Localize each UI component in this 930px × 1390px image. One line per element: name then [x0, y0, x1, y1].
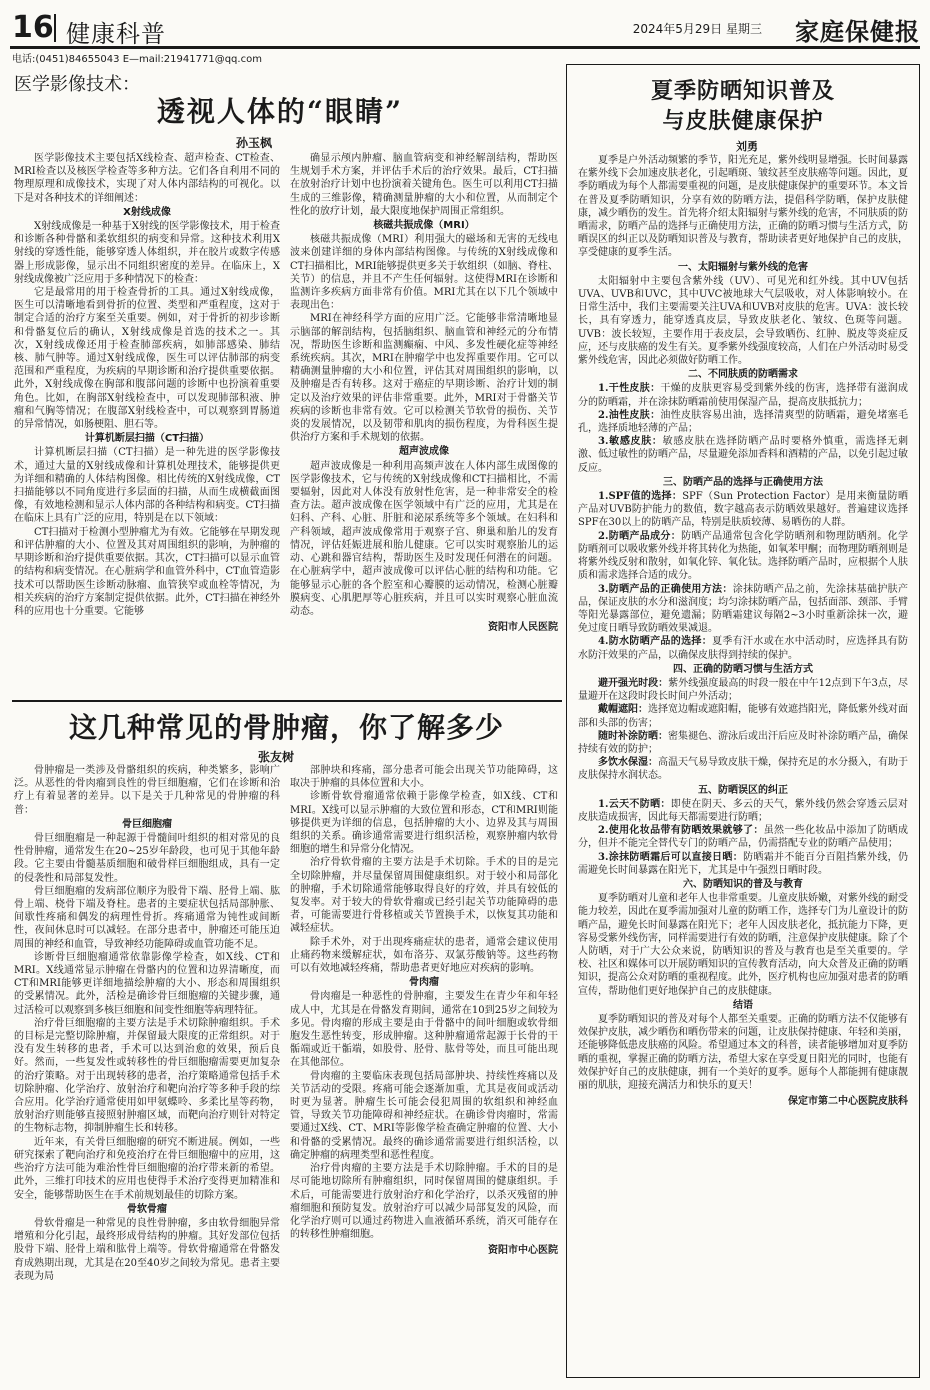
paragraph: 近年来，有关骨巨细胞瘤的研究不断进展。例如，一些研究探索了靶向治疗和免疫治疗在骨巨细胞瘤中的应用，这些治疗方法可能为难治性骨巨细胞瘤的治疗带来新的希望。此外，三维打印技术的应用也使得手术治疗变得更加精准和安全，能够帮助医生在手术前规划最佳的切除方案。	[14, 1136, 280, 1201]
paragraph: 骨肉瘤是一种恶性的骨肿瘤，主要发生在青少年和年轻成人中，尤其是在骨骼发育期间，通常在10到25岁之间较为多见。骨肉瘤的形成主要是由于骨骼中的间叶细胞或软骨细胞发生恶性转变，形成肿瘤。这种肿瘤通常起源于长骨的干骺端或近干骺端，如股骨、胫骨、肱骨等处，而且可能出现在其他部位。	[290, 991, 558, 1069]
article-separator	[12, 700, 562, 702]
paragraph-text: 虽然一些化妆品中添加了防晒成分，但并不能完全替代专门的防晒产品，仍需搭配专业的防晒产品使用；	[578, 825, 908, 850]
paragraph	[578, 677, 908, 703]
contact-line: 电话:(0451)84655043 E—mail:21941771@qq.com	[12, 54, 262, 65]
paragraph: 夏季防晒对儿童和老年人也非常重要。儿童皮肤娇嫩，对紫外线的耐受能力较差，因此在夏季需加强对儿童的防晒工作，选择专门为儿童设计的防晒产品，避免长时间暴露在阳光下；老年人因皮肤老化，抵抗能力下降，更容易受紫外线伤害，同样需要进行有效的防晒，注意保护皮肤健康。除了个人防晒，对于广大公众来说，防晒知识的普及与教育也是至关重要的。学校、社区和媒体可以开展防晒知识的宣传教育活动，向大众普及正确的防晒知识，提高公众对防晒的重视程度。此外，医疗机构也应加强对患者的防晒宣传，帮助他们更好地保护自己的皮肤健康。	[578, 893, 908, 997]
paragraph: 骨软骨瘤是一种常见的良性骨肿瘤，多由软骨细胞异常增殖和分化引起，最终形成骨结构的肿瘤。其好发部位包括股骨下端、胫骨上端和肱骨上端等。骨软骨瘤通常在骨骼发育成熟期出现，尤其是在20至40岁之间较为常见。患者主要表现为局	[14, 1217, 280, 1282]
paragraph-lead: 2.防晒产品成分：	[598, 530, 682, 542]
paragraph	[578, 583, 908, 636]
paragraph-text: SPF（Sun Protection Factor）是用来衡量防晒产品对UVB防护能力的数值，数字越高表示防晒效果越好。普遍建议选择SPF在30以上的防晒产品，特别是肤质较薄、易晒伤的人群。	[578, 491, 908, 529]
page-number: 16	[12, 10, 54, 45]
article2-column-2	[290, 764, 558, 1380]
paragraph: 骨肉瘤的主要临床表现包括局部肿块、持续性疼痛以及关节活动的受限。疼痛可能会逐渐加重，尤其是夜间或活动时更为显著。肿瘤生长可能会侵犯周围的软组织和神经血管，导致关节功能障碍和神经症状。在确诊骨肉瘤时，常需要通过X线、CT、MRI等影像学检查确定肿瘤的位置、大小和骨骼的受累情况。最终的确诊通常需要进行组织活检，以确定肿瘤的病理类型和恶性程度。	[290, 1070, 558, 1161]
paragraph-lead: 1.干性皮肤：	[598, 383, 661, 395]
paragraph	[578, 490, 908, 530]
paragraph-text: 密集褪色、游泳后或出汗后应及时补涂防晒产品，确保持续有效的防护；	[578, 730, 908, 755]
paragraph: 诊断骨巨细胞瘤通常依靠影像学检查，如X线、CT和MRI。X线通常显示肿瘤在骨骼内的位置和边界清晰度，而CT和MRI能够更详细地描绘肿瘤的大小、形态和周围组织的受累情况。此外，活检是确诊骨巨细胞瘤的关键步骤，通过活检可以观察到多核巨细胞和间变性细胞等病理特征。	[14, 951, 280, 1016]
article2-title: 这几种常见的骨肿瘤，你了解多少	[68, 711, 504, 744]
source-hospital: 保定市第二中心医院皮肤科	[788, 1096, 908, 1108]
paragraph-lead: 4.防水防晒产品的选择：	[598, 636, 713, 648]
paragraph: 超声波成像是一种利用高频声波在人体内部生成图像的医学影像技术，它与传统的X射线成像和CT扫描相比，不需要辐射，因此对人体没有放射性危害，是一种非常安全的检查方法。超声波成像在医学领域中有广泛的应用，尤其是在妇科、产科、心脏、肝脏和泌尿系统等多个领域。在妇科和产科领域，超声波成像常用于观察子宫、卵巢和胎儿的发育情况，评估妊娠进展和胎儿健康。它可以实时观察胎儿的运动、心跳和器官结构，帮助医生及时发现任何潜在的问题。在心脏病学中，超声波成像可以评估心脏的结构和功能。它能够显示心脏的各个腔室和心瓣膜的运动情况，检测心脏瓣膜病变、心肌肥厚等心脏疾病，并且可以实时观察心脏血流动态。	[290, 460, 558, 617]
article3-body	[578, 154, 908, 1372]
paragraph: 治疗骨巨细胞瘤的主要方法是手术切除肿瘤组织。手术的目标是完整切除肿瘤，并保留最大限度的正常组织。对于没有发生转移的患者，手术可以达到治愈的效果，预后良好。然而，一些复发性或转移性的骨巨细胞瘤需要更加复杂的治疗策略。对于出现转移的患者，治疗策略通常包括手术切除肿瘤、化学治疗、放射治疗和靶向治疗等多种手段的综合应用。化学治疗通常使用如甲氨蝶呤、多柔比星等药物，放射治疗则能够直接照射肿瘤区域，而靶向治疗则针对特定的生物标志物，抑制肿瘤生长和转移。	[14, 1017, 280, 1135]
paragraph-lead: 避开强光时段：	[598, 677, 669, 689]
paragraph: 诊断骨软骨瘤通常依赖于影像学检查，如X线、CT和MRI。X线可以显示肿瘤的大致位置和形态，CT和MRI则能够提供更为详细的信息，包括肿瘤的大小、边界及其与周围组织的关系。确诊通常需要进行组织活检，观察肿瘤内软骨细胞的增生和异常分化情况。	[290, 791, 558, 856]
article1-kicker: 医学影像技术：	[14, 74, 140, 95]
section-name: 健康科普	[66, 20, 166, 48]
masthead-divider	[54, 14, 56, 42]
paragraph-lead: 3.防晒产品的正确使用方法：	[598, 583, 733, 595]
subheading: 骨巨细胞瘤	[122, 818, 172, 830]
paragraph-text: 防晒产品通常包含化学防晒剂和物理防晒剂。化学防晒剂可以吸收紫外线并将其转化为热能，如氧苯甲酮；而物理防晒剂则是将紫外线反射和散射，如氧化锌、氧化钛。选择防晒产品时，应根据个人肤质和需求选择合适的成分。	[578, 530, 908, 582]
source-hospital: 资阳市中心医院	[488, 1245, 558, 1257]
paragraph-text: 油性皮肤容易出油，选择清爽型的防晒霜，避免堵塞毛孔，选择质地轻薄的产品；	[578, 409, 908, 435]
paragraph	[578, 409, 908, 435]
newspaper-name: 家庭保健报	[795, 17, 920, 46]
paragraph	[578, 756, 908, 782]
paragraph-text: 即使在阴天、多云的天气，紫外线仍然会穿透云层对皮肤造成损害，因此每天都需要进行防晒；	[578, 798, 908, 823]
paragraph-lead: 3.敏感皮肤：	[598, 436, 663, 448]
paragraph: 医学影像技术主要包括X线检查、超声检查、CT检查、MRI检查以及核医学检查等多种方法。它们各自利用不同的物理原理和成像技术，实现了对人体内部结构的可视化。以下是对各种技术的详细阐述：	[14, 153, 280, 204]
subheading: 二、不同肤质的防晒需求	[688, 369, 798, 381]
article2-author: 张友树	[258, 750, 295, 764]
paragraph-text: 干燥的皮肤更容易受到紫外线的伤害，选择带有滋润成分的防晒霜，并在涂抹防晒霜前使用保湿产品，提高皮肤抵抗力；	[578, 383, 908, 408]
paragraph: CT扫描对于检测小型肿瘤尤为有效。它能够在早期发现和评估肿瘤的大小、位置及其对周围组织的影响，为肿瘤的早期诊断和治疗提供重要依据。其次，CT扫描可以显示血管的结构和病变情况。在心脏病学和血管外科中，CT血管造影技术可以帮助医生诊断动脉瘤、血管狭窄或血栓等情况，为相关疾病的治疗方案制定提供依据。此外，CT扫描在神经外科的应用也十分重要。它能够	[14, 526, 280, 617]
paragraph: 计算机断层扫描（CT扫描）是一种先进的医学影像技术，通过大量的X射线成像和计算机处理技术，能够提供更为详细和精确的人体结构图像。相比传统的X射线成像，CT扫描能够以不同角度进行多层面的扫描，从而生成横截面图像，有效地检测和显示人体内部的各种结构和病变。CT扫描在临床上具有广泛的应用，特别是在以下领域：	[14, 447, 280, 525]
paragraph	[578, 530, 908, 583]
paragraph-lead: 2.使用化妆品带有防晒效果就够了：	[598, 825, 764, 837]
article2-column-1	[14, 764, 280, 1380]
subheading: 一、太阳辐射与紫外线的危害	[678, 261, 808, 273]
paragraph: 骨肿瘤是一类涉及骨骼组织的疾病，种类繁多，影响广泛。从恶性的骨肉瘤到良性的骨巨细胞瘤，它们在诊断和治疗上有着显著的差异。以下是关于几种常见的骨肿瘤的科普：	[14, 765, 280, 816]
paragraph-lead: 戴帽遮阳：	[598, 704, 648, 716]
paragraph	[578, 851, 908, 877]
paragraph-lead: 多饮水保湿：	[598, 757, 658, 769]
paragraph: 部肿块和疼痛，部分患者可能会出现关节功能障碍，这取决于肿瘤的具体位置和大小。	[290, 765, 558, 790]
paragraph: 骨巨细胞瘤是一种起源于骨髓间叶组织的相对常见的良性骨肿瘤，通常发生在20~25岁年龄段，也可见于其他年龄段。它主要由骨髓基质细胞和破骨样巨细胞组成，具有一定的侵袭性和局部复发性。	[14, 833, 280, 884]
subheading: 六、防晒知识的普及与教育	[683, 878, 803, 890]
subheading: 结语	[733, 999, 753, 1011]
article1-author: 孙玉枫	[236, 136, 273, 150]
subheading: 三、防晒产品的选择与正确使用方法	[663, 476, 823, 488]
paragraph: 夏季防晒知识的普及对每个人都至关重要。正确的防晒方法不仅能够有效保护皮肤，减少晒伤和晒伤带来的问题，让皮肤保持健康、年轻和美丽，还能够降低患皮肤癌的风险。希望通过本文的科普，读者能够增加对夏季防晒的重视，掌握正确的防晒方法，希望大家在享受夏日阳光的同时，也能有效保护好自己的皮肤健康，拥有一个美好的夏季。愿每个人都能拥有健康靓丽的肌肤，迎接充满活力和快乐的夏天！	[578, 1014, 908, 1092]
paragraph: 治疗骨肉瘤的主要方法是手术切除肿瘤。手术的目的是尽可能地切除所有肿瘤组织，同时保留周围的健康组织。手术后，可能需要进行放射治疗和化学治疗，以杀灭残留的肿瘤细胞和预防复发。放射治疗可以减少局部复发的风险，而化学治疗则可以通过药物进入血液循环系统，消灭可能存在的转移性肿瘤细胞。	[290, 1163, 558, 1241]
subheading: 骨软骨瘤	[127, 1203, 167, 1215]
paragraph: 核磁共振成像（MRI）利用强大的磁场和无害的无线电波来创建详细的身体内部结构图像。与传统的X射线成像和CT扫描相比，MRI能够提供更多关于软组织（如脑、脊柱、关节）的信息，并且不产生任何辐射。这使得MRI在诊断和监测许多疾病方面非常有价值。MRI尤其在以下几个领域中表现出色：	[290, 234, 558, 312]
article3-author: 刘勇	[736, 140, 758, 153]
subheading: 超声波成像	[399, 446, 449, 458]
paragraph	[578, 798, 908, 824]
article3-title-line2: 与皮肤健康保护	[662, 108, 824, 134]
paragraph: 夏季是户外活动频繁的季节，阳光充足，紫外线明显增强。长时间暴露在紫外线下会加速皮肤老化，引起晒斑、皱纹甚至皮肤癌等问题。因此，夏季防晒成为每个人都需要重视的问题，是皮肤健康保护的重要环节。本文旨在普及夏季防晒知识，分享有效的防晒方法，提倡科学防晒，保护皮肤健康，减少晒伤的发生。首先将介绍太阳辐射与紫外线的危害，不同肤质的防晒需求，防晒产品的选择与正确使用方法，正确的防晒习惯与生活方式，防晒误区的纠正以及防晒知识普及与教育，帮助读者更好地保护自己的皮肤，享受健康的夏季生活。	[578, 155, 908, 259]
subheading: 骨肉瘤	[409, 977, 439, 989]
article1-column-1	[14, 152, 280, 698]
paragraph: MRI在神经科学方面的应用广泛。它能够非常清晰地显示脑部的解剖结构，包括脑组织、脑血管和神经元的分布情况，帮助医生诊断和监测癫痫、中风、多发性硬化症等神经系统疾病。其次，MRI在肿瘤学中也发挥重要作用。它可以精确测量肿瘤的大小和位置，评估其对周围组织的影响，以及肿瘤是否有转移。这对于癌症的早期诊断、治疗计划的制定以及治疗效果的评估非常重要。此外，MRI对于骨骼关节疾病的诊断也非常有效。它可以检测关节软骨的损伤、关节炎的发展情况，以及韧带和肌肉的损伤程度，为骨科医生提供治疗方案和手术规划的依据。	[290, 313, 558, 444]
paragraph-lead: 1.云天不防晒：	[598, 798, 671, 810]
article1-column-2	[290, 152, 558, 698]
paragraph-text: 敏感皮肤在选择防晒产品时要格外慎重，需选择无刺激、低过敏性的防晒产品，尽量避免添加香料和酒精的产品，以免引起过敏反应。	[578, 436, 908, 474]
paragraph: 除手术外，对于出现疼痛症状的患者，通常会建议使用止痛药物来缓解症状，如布洛芬、双氯芬酸钠等。这些药物可以有效地减轻疼痛，帮助患者更好地应对疾病的影响。	[290, 936, 558, 975]
paragraph	[578, 435, 908, 475]
paragraph-lead: 2.油性皮肤：	[598, 409, 661, 421]
paragraph-text: 选择宽边帽或遮阳帽，能够有效遮挡阳光，降低紫外线对面部和头部的伤害；	[578, 704, 908, 729]
paragraph	[578, 824, 908, 850]
paragraph-lead: 随时补涂防晒：	[598, 730, 668, 742]
subheading: 计算机断层扫描（CT扫描）	[84, 433, 210, 445]
paragraph-text: 高温天气易导致皮肤干燥，保持充足的水分摄入，有助于皮肤保持水润状态。	[578, 757, 908, 782]
paragraph	[578, 703, 908, 729]
paragraph	[578, 382, 908, 408]
paragraph: 确显示颅内肿瘤、脑血管病变和神经解剖结构，帮助医生规划手术方案，并评估手术后的治疗效果。最后，CT扫描在放射治疗计划中也扮演着关键角色。医生可以利用CT扫描生成的三维影像，精确测量肿瘤的大小和位置，从而制定个性化的放疗计划，最大限度地保护周围正常组织。	[290, 153, 558, 217]
paragraph-lead: 1.SPF值的选择：	[598, 491, 683, 503]
masthead	[10, 8, 920, 49]
subheading: X射线成像	[123, 206, 171, 218]
paragraph: X射线成像是一种基于X射线的医学影像技术，用于检查和诊断各种骨骼和柔软组织的病变和异常。这种技术利用X射线的穿透性能，能够穿透人体组织，并在胶片或数字传感器上形成影像，显示出不同组织密度的差异。在临床上，X射线成像被广泛应用于多种情况下的检查：	[14, 221, 280, 285]
article3-title	[576, 76, 910, 136]
paragraph-text: 防晒霜并不能百分百阻挡紫外线，仍需避免长时间暴露在阳光下，尤其是中午强烈日晒时段。	[578, 851, 908, 876]
paragraph	[578, 635, 908, 661]
subheading: 四、正确的防晒习惯与生活方式	[673, 663, 813, 675]
source-hospital: 资阳市人民医院	[488, 622, 558, 634]
paragraph: 太阳辐射中主要包含紫外线（UV）、可见光和红外线。其中UV包括UVA、UVB和UVC，其中UVC被地球大气层吸收，对人体影响较小。在日常生活中，我们主要需要关注UVA和UVB对皮肤的危害。UVA：波长较长，具有穿透力，能穿透真皮层，导致皮肤老化、皱纹、色斑等问题。UVB：波长较短，主要作用于表皮层，会导致晒伤、红肿、脱皮等炎症反应，还与皮肤癌的发生有关。夏季紫外线强度较高，人们在户外活动时易受紫外线危害，因此必须做好防晒工作。	[578, 275, 908, 367]
paragraph: 骨巨细胞瘤的发病部位顺序为股骨下端、胫骨上端、肱骨上端、桡骨下端及脊柱。患者的主要症状包括局部肿胀、间歇性疼痛和偶发的病理性骨折。疼痛通常为钝性或间断性，夜间休息时可以减轻。在部分患者中，肿瘤还可能压迫周围的神经和血管，导致神经功能障碍或血管功能不足。	[14, 885, 280, 950]
subheading: 核磁共振成像（MRI）	[373, 220, 475, 232]
paragraph: 治疗骨软骨瘤的主要方法是手术切除。手术的目的是完全切除肿瘤，并尽量保留周围健康组织。对于较小和局部化的肿瘤，手术切除通常能够取得良好的疗效，并具有较低的复发率。对于较大的骨软骨瘤或已经引起关节功能障碍的患者，可能需要进行骨移植或关节置换手术，以恢复其功能和减轻症状。	[290, 857, 558, 935]
paragraph-text: 夏季有汗水或在水中活动时，应选择具有防水防汗效果的产品，以确保皮肤得到持续的保护。	[578, 636, 908, 661]
article3-title-line1: 夏季防晒知识普及	[650, 78, 835, 104]
paragraph: 它是最常用的用于检查骨折的工具。通过X射线成像，医生可以清晰地看到骨折的位置、类型和严重程度，这对于制定合适的治疗方案至关重要。例如，对于骨折的初步诊断和骨骼复位后的确认，X射线成像是首选的技术之一。其次，X射线成像还用于检查肺部疾病，如肺部感染、肺结核、肺气肿等。通过X射线成像，医生可以评估肺部的病变范围和严重程度，为疾病的早期诊断和治疗提供重要依据。此外，X射线成像在胸部和腹部问题的诊断中也扮演着重要角色。比如，在胸部X射线检查中，可以发现肺部积液、肿瘤和气胸等情况；在腹部X射线检查中，可以观察到胃肠道的异常情况，如肠梗阻、胆石等。	[14, 287, 280, 431]
subheading: 五、防晒误区的纠正	[698, 784, 788, 796]
issue-date: 2024年5月29日 星期三	[632, 22, 762, 36]
paragraph	[578, 730, 908, 756]
paragraph-text: 紫外线强度最高的时段一般在中午12点到下午3点，尽量避开在这段时段长时间户外活动；	[578, 677, 908, 703]
article1-title: 透视人体的“眼睛”	[156, 95, 404, 128]
paragraph-text: 涂抹防晒产品之前，先涂抹基础护肤产品，保证皮肤的水分和滋润度；均匀涂抹防晒产品，包括面部、颈部、手臂等阳光暴露部位，避免遗漏；防晒霜建议每隔2~3小时重新涂抹一次，避免过度日晒导致防晒效果减退。	[578, 583, 908, 635]
paragraph-lead: 3.涂抹防晒霜后可以直接日晒：	[598, 851, 744, 863]
